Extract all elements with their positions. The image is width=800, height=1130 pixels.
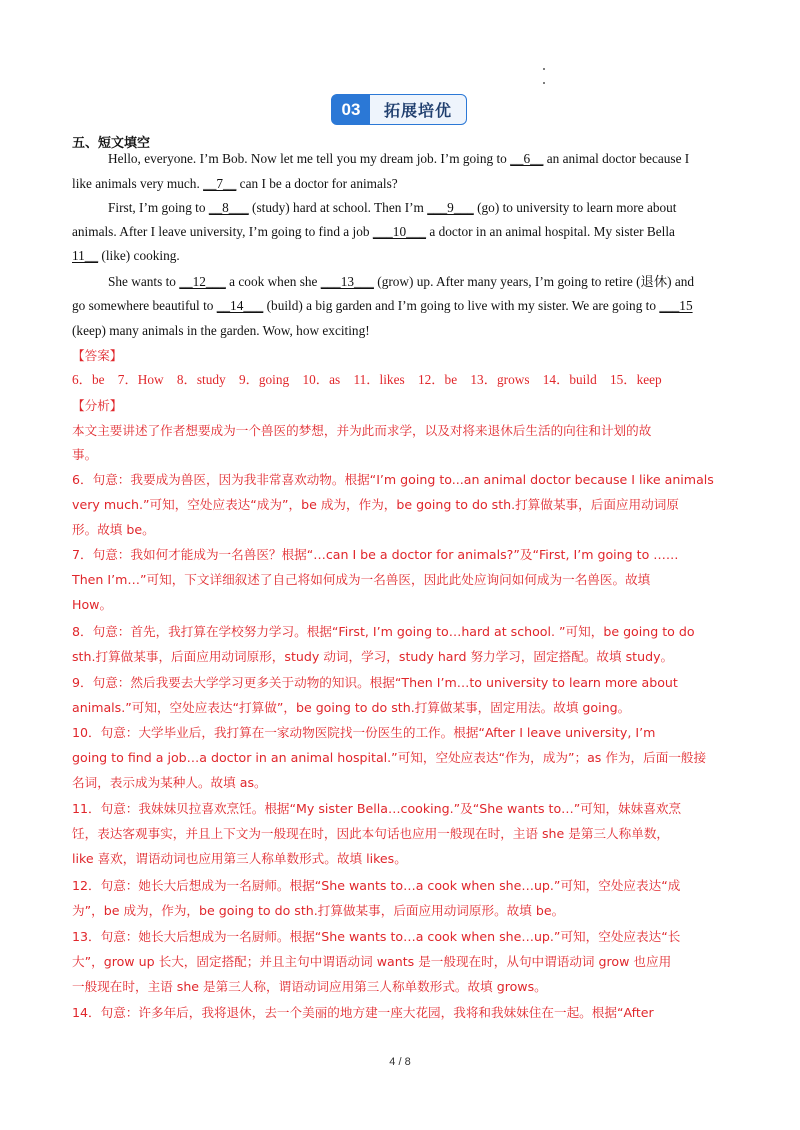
page-mark-dot	[543, 82, 545, 84]
analysis-line: going to find a job…a doctor in an animal hospital.”可知，空处应表达“作为，成为”；as 作为，后面一般接	[72, 750, 707, 765]
analysis-line: 12．句意：她长大后想成为一名厨师。根据“She wants to…a cook when she…up.”可知，空处应表达“成	[72, 878, 681, 893]
badge-title: 拓展培优	[383, 101, 452, 120]
blank-12: __12___	[179, 274, 226, 289]
passage-text: can I be a doctor for animals?	[236, 176, 398, 191]
passage-text: like animals very much.	[72, 176, 204, 191]
passage-text: an animal doctor because I	[543, 151, 690, 166]
analysis-line: 大”，grow up 长大，固定搭配；并且主句中谓语动词 wants 是一般现在时，从句中谓语动词 grow 也应用	[72, 954, 672, 969]
analysis-line: 本文主要讲述了作者想要成为一个兽医的梦想，并为此而求学，以及对将来退休后生活的向往和计划的故	[72, 423, 652, 438]
passage-text: First, I’m going to	[108, 200, 209, 215]
passage-text: (like) cooking.	[98, 248, 180, 263]
analysis-line: 为”，be 成为，作为，be going to do sth.打算做某事，后面应用动词原形。故填 be。	[72, 903, 565, 918]
blank-11: 11__	[72, 248, 99, 263]
passage-text: (grow) up. After many years, I’m going to retire (退休) and	[373, 274, 695, 289]
passage-text: (keep) many animals in the garden. Wow, how exciting!	[72, 323, 370, 338]
blank-9: ___9___	[427, 200, 474, 215]
section-badge	[331, 94, 467, 125]
passage-line	[72, 149, 728, 169]
analysis-line: 饪，表达客观事实，并且上下文为一般现在时，因此本句话也应用一般现在时，主语 she 是第三人称单数，	[72, 826, 670, 841]
passage-text: a doctor in an animal hospital. My sister Bella	[426, 224, 675, 239]
passage-line	[72, 272, 728, 292]
analysis-heading: 【分析】	[72, 398, 123, 413]
passage-text: Hello, everyone. I’m Bob. Now let me tell you my dream job. I’m going to	[108, 151, 511, 166]
analysis-line: animals.”可知，空处应表达“打算做”，be going to do sth.打算做某事，固定用法。故填 going。	[72, 700, 631, 715]
blank-15: ___15	[659, 298, 693, 313]
analysis-line: 14．句意：许多年后，我将退休，去一个美丽的地方建一座大花园，我将和我妹妹住在一起。根据“After	[72, 1005, 654, 1020]
analysis-line: 8．句意：首先，我打算在学校努力学习。根据“First, I’m going to…hard at school. ”可知，be going to do	[72, 624, 695, 639]
blank-13: ___13___	[320, 274, 374, 289]
page-mark-dot	[543, 68, 545, 70]
passage-text: go somewhere beautiful to	[72, 298, 217, 313]
blank-6: __6__	[510, 151, 544, 166]
passage-line	[72, 174, 728, 194]
answer-heading: 【答案】	[72, 348, 123, 363]
analysis-line: How。	[72, 597, 113, 612]
analysis-line: 事。	[72, 447, 98, 462]
badge-number: 03	[332, 95, 370, 124]
blank-7: __7__	[203, 176, 237, 191]
analysis-line: 形。故填 be。	[72, 522, 155, 537]
passage-text: She wants to	[108, 274, 180, 289]
analysis-line: 9．句意：然后我要去大学学习更多关于动物的知识。根据“Then I’m…to university to learn more about	[72, 675, 678, 690]
passage-line	[72, 222, 728, 242]
passage-text: animals. After I leave university, I’m going to find a job	[72, 224, 373, 239]
passage-line	[72, 198, 728, 218]
analysis-line: 一般现在时，主语 she 是第三人称，谓语动词应用第三人称单数形式。故填 grows。	[72, 979, 547, 994]
analysis-line: 7．句意：我如何才能成为一名兽医？根据“…can I be a doctor for animals?”及“First, I’m going to ……	[72, 547, 679, 562]
analysis-line: like 喜欢，谓语动词也应用第三人称单数形式。故填 likes。	[72, 851, 407, 866]
section-title: 五、短文填空	[72, 136, 151, 151]
passage-text: (go) to university to learn more about	[473, 200, 677, 215]
passage-text: a cook when she	[225, 274, 321, 289]
passage-line	[72, 246, 728, 266]
analysis-line: 名词，表示成为某种人。故填 as。	[72, 775, 267, 790]
passage-text: (build) a big garden and I’m going to live with my sister. We are going to	[263, 298, 660, 313]
blank-8: __8___	[208, 200, 249, 215]
page-number: 4 / 8	[389, 1056, 411, 1068]
analysis-line: Then I’m…”可知，下文详细叙述了自己将如何成为一名兽医，因此此处应询问如何成为一名兽医。故填	[72, 572, 651, 587]
analysis-line: 11．句意：我妹妹贝拉喜欢烹饪。根据“My sister Bella…cooking.”及“She wants to…”可知，妹妹喜欢烹	[72, 801, 682, 816]
passage-line	[72, 296, 728, 316]
passage-text: (study) hard at school. Then I’m	[248, 200, 428, 215]
analysis-line: sth.打算做某事，后面应用动词原形，study 动词，学习，study hard 努力学习，固定搭配。故填 study。	[72, 649, 674, 664]
blank-10: ___10___	[372, 224, 427, 239]
analysis-line: very much.”可知，空处应表达“成为”，be 成为，作为，be going to do sth.打算做某事，后面应用动词原	[72, 497, 679, 512]
answer-list: 6．be 7．How 8．study 9．going 10．as 11．likes 12．be 13．grows 14．build 15．keep	[72, 372, 662, 387]
analysis-line: 13．句意：她长大后想成为一名厨师。根据“She wants to…a cook when she…up.”可知，空处应表达“长	[72, 929, 681, 944]
analysis-line: 10．句意：大学毕业后，我打算在一家动物医院找一份医生的工作。根据“After I leave university, I’m	[72, 725, 656, 740]
analysis-line: 6．句意：我要成为兽医，因为我非常喜欢动物。根据“I’m going to...an animal doctor because I like animals	[72, 472, 714, 487]
blank-14: __14___	[216, 298, 264, 313]
passage-line	[72, 321, 728, 341]
